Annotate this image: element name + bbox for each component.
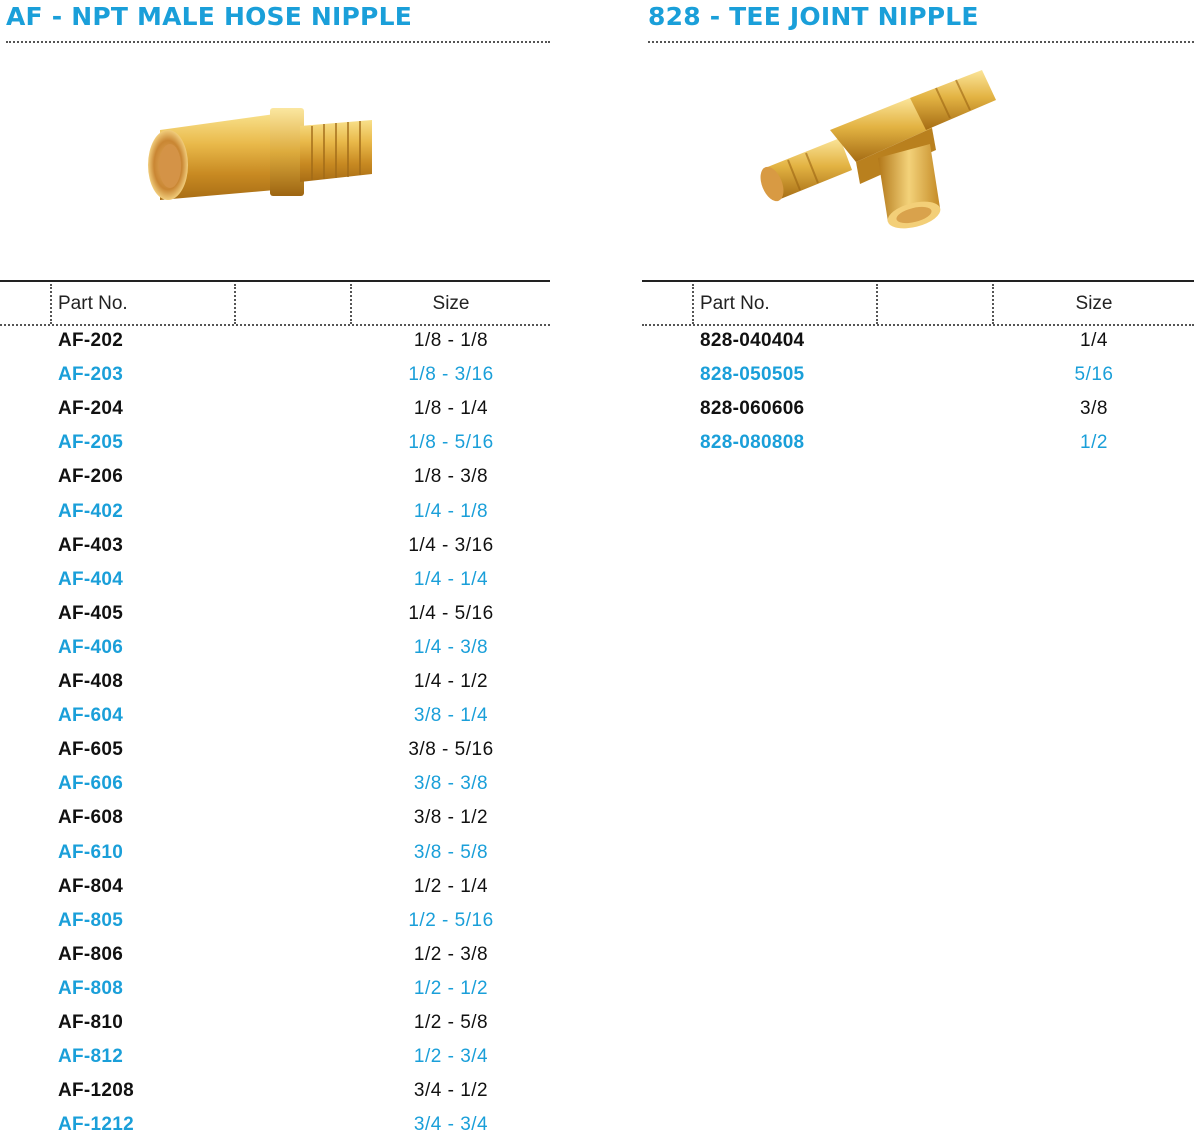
table-top-rule bbox=[0, 280, 550, 282]
part-number: AF-203 bbox=[58, 364, 124, 386]
part-size: 1/4 - 1/8 bbox=[413, 500, 489, 522]
table-row bbox=[0, 495, 550, 529]
table-row bbox=[642, 426, 1194, 460]
table-header bbox=[642, 284, 1194, 324]
table-row bbox=[0, 460, 550, 494]
part-number: AF-404 bbox=[58, 568, 124, 590]
part-number: AF-405 bbox=[58, 602, 124, 624]
part-number: 828-080808 bbox=[700, 432, 805, 454]
part-size: 3/8 - 1/4 bbox=[413, 705, 489, 727]
part-size: 1/4 - 5/16 bbox=[408, 602, 494, 624]
table-row bbox=[642, 324, 1194, 358]
table-row bbox=[0, 529, 550, 563]
table-row bbox=[0, 972, 550, 1006]
table-row bbox=[0, 1040, 550, 1074]
part-number: AF-402 bbox=[58, 500, 124, 522]
part-size: 1/2 - 5/16 bbox=[408, 909, 494, 931]
part-size: 3/8 - 3/8 bbox=[413, 773, 489, 795]
part-size: 1/8 - 3/8 bbox=[413, 466, 489, 488]
table-row bbox=[642, 392, 1194, 426]
part-number: AF-1212 bbox=[58, 1114, 135, 1136]
part-size: 5/16 bbox=[1074, 364, 1114, 386]
table-row bbox=[0, 733, 550, 767]
table-row bbox=[0, 767, 550, 801]
part-number: AF-812 bbox=[58, 1046, 124, 1068]
part-size: 1/4 - 1/2 bbox=[413, 671, 489, 692]
section-title: 828 - TEE JOINT NIPPLE bbox=[648, 2, 979, 31]
part-number: AF-810 bbox=[58, 1012, 124, 1033]
table-row bbox=[0, 426, 550, 460]
table-row bbox=[0, 938, 550, 972]
part-number: AF-805 bbox=[58, 909, 124, 931]
part-number: AF-608 bbox=[58, 807, 124, 829]
part-size: 1/2 - 1/2 bbox=[413, 977, 489, 999]
title-divider bbox=[6, 41, 550, 43]
table-top-rule bbox=[642, 280, 1194, 282]
table-header bbox=[0, 284, 550, 324]
part-size: 3/4 - 3/4 bbox=[413, 1114, 489, 1136]
table-row bbox=[0, 597, 550, 631]
part-size: 1/8 - 5/16 bbox=[408, 432, 494, 454]
part-size: 3/8 bbox=[1080, 398, 1108, 420]
part-size: 1/2 bbox=[1080, 432, 1108, 454]
part-number: AF-808 bbox=[58, 977, 124, 999]
part-size: 1/4 - 3/16 bbox=[408, 534, 494, 556]
part-number: AF-1208 bbox=[58, 1080, 135, 1102]
part-size: 1/2 - 3/4 bbox=[413, 1046, 489, 1068]
part-number: AF-202 bbox=[58, 330, 124, 351]
section-title: AF - NPT MALE HOSE NIPPLE bbox=[6, 2, 412, 31]
table-row bbox=[0, 1006, 550, 1040]
part-size: 3/8 - 5/8 bbox=[413, 841, 489, 863]
table-row bbox=[0, 1074, 550, 1108]
part-number: AF-205 bbox=[58, 432, 124, 454]
table-row bbox=[0, 870, 550, 904]
header-part-no: Part No. bbox=[700, 293, 770, 314]
part-number: AF-806 bbox=[58, 943, 124, 965]
part-number: AF-206 bbox=[58, 466, 124, 488]
part-number: AF-804 bbox=[58, 875, 124, 897]
table-row bbox=[0, 904, 550, 938]
part-size: 1/2 - 3/8 bbox=[413, 943, 489, 965]
column-divider bbox=[692, 284, 694, 324]
part-number: 828-040404 bbox=[700, 330, 805, 351]
table-row bbox=[0, 392, 550, 426]
header-size: Size bbox=[432, 293, 470, 314]
part-size: 1/8 - 1/8 bbox=[413, 330, 489, 351]
part-number: 828-060606 bbox=[700, 398, 805, 420]
table-row bbox=[0, 631, 550, 665]
tee-joint-product-icon bbox=[760, 58, 1000, 238]
table-row bbox=[0, 836, 550, 870]
part-number: AF-406 bbox=[58, 636, 124, 658]
part-size: 1/2 - 1/4 bbox=[413, 875, 489, 897]
hose-nipple-product-icon bbox=[140, 102, 385, 212]
table-row bbox=[0, 324, 550, 358]
header-size: Size bbox=[1075, 293, 1113, 314]
part-number: AF-604 bbox=[58, 705, 124, 727]
part-size: 1/8 - 3/16 bbox=[408, 364, 494, 386]
part-size: 1/8 - 1/4 bbox=[413, 398, 489, 420]
column-divider bbox=[50, 284, 52, 324]
part-number: 828-050505 bbox=[700, 364, 805, 386]
part-size: 1/4 - 3/8 bbox=[413, 636, 489, 658]
table-row bbox=[0, 801, 550, 835]
table-row bbox=[0, 1108, 550, 1142]
part-size: 3/8 - 1/2 bbox=[413, 807, 489, 829]
part-number: AF-605 bbox=[58, 739, 124, 761]
part-size: 1/4 - 1/4 bbox=[413, 568, 489, 590]
part-size: 3/8 - 5/16 bbox=[408, 739, 494, 761]
column-divider bbox=[876, 284, 878, 324]
title-divider bbox=[648, 41, 1194, 43]
table-row bbox=[0, 358, 550, 392]
part-number: AF-204 bbox=[58, 398, 124, 420]
table-row bbox=[0, 563, 550, 597]
part-size: 1/4 bbox=[1080, 330, 1108, 351]
part-number: AF-606 bbox=[58, 773, 124, 795]
table-row bbox=[0, 665, 550, 699]
part-number: AF-403 bbox=[58, 534, 124, 556]
part-number: AF-610 bbox=[58, 841, 124, 863]
part-size: 1/2 - 5/8 bbox=[413, 1012, 489, 1033]
part-number: AF-408 bbox=[58, 671, 124, 692]
header-part-no: Part No. bbox=[58, 293, 128, 314]
table-row bbox=[0, 699, 550, 733]
column-divider bbox=[234, 284, 236, 324]
table-row bbox=[642, 358, 1194, 392]
part-size: 3/4 - 1/2 bbox=[413, 1080, 489, 1102]
